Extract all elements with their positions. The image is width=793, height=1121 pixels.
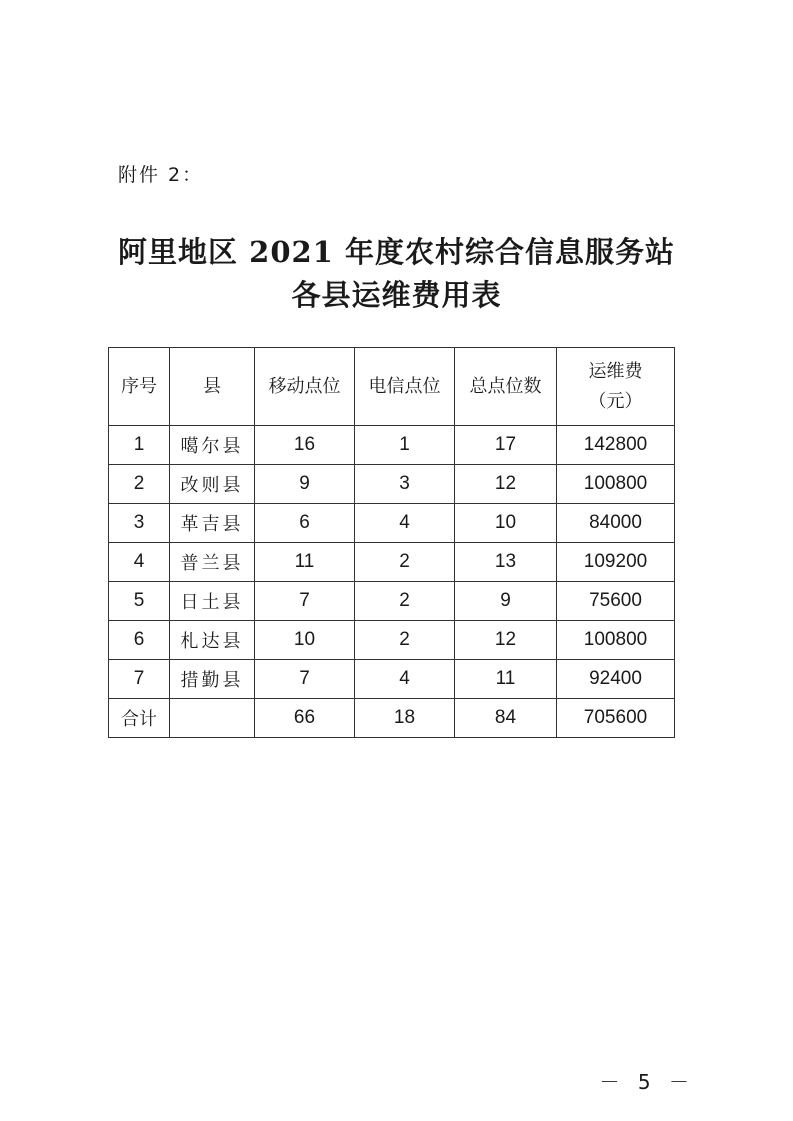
cell-total: 9 <box>455 582 557 621</box>
header-seq: 序号 <box>109 348 170 426</box>
cell-telecom: 4 <box>355 504 455 543</box>
cell-fee: 705600 <box>557 699 675 738</box>
cell-telecom: 18 <box>355 699 455 738</box>
header-mobile: 移动点位 <box>255 348 355 426</box>
cell-mobile: 10 <box>255 621 355 660</box>
cell-mobile: 7 <box>255 582 355 621</box>
cell-mobile: 11 <box>255 543 355 582</box>
header-county: 县 <box>170 348 255 426</box>
cell-fee: 142800 <box>557 426 675 465</box>
cell-total: 12 <box>455 465 557 504</box>
cell-county: 札达县 <box>170 621 255 660</box>
document-title-line-2: 各县运维费用表 <box>291 278 502 312</box>
table-row <box>109 426 675 465</box>
cell-telecom: 4 <box>355 660 455 699</box>
cell-total: 10 <box>455 504 557 543</box>
table-total-row <box>109 699 675 738</box>
table-row <box>109 660 675 699</box>
cell-fee: 84000 <box>557 504 675 543</box>
cell-mobile: 9 <box>255 465 355 504</box>
document-title-line-1: 阿里地区 2021 年度农村综合信息服务站 <box>118 235 675 269</box>
cell-seq: 3 <box>109 504 170 543</box>
cell-total: 84 <box>455 699 557 738</box>
cell-mobile: 16 <box>255 426 355 465</box>
cell-fee: 109200 <box>557 543 675 582</box>
cell-telecom: 2 <box>355 582 455 621</box>
header-fee-line1: 运维费 <box>588 360 643 382</box>
cell-county: 噶尔县 <box>170 426 255 465</box>
cell-fee: 92400 <box>557 660 675 699</box>
page-number: － 5 － <box>599 1070 695 1094</box>
attachment-label: 附件 2： <box>118 164 204 186</box>
cell-telecom: 1 <box>355 426 455 465</box>
cell-fee: 100800 <box>557 621 675 660</box>
table-row <box>109 621 675 660</box>
header-fee-line2: （元） <box>588 390 643 412</box>
cell-telecom: 2 <box>355 543 455 582</box>
cell-seq: 5 <box>109 582 170 621</box>
cell-seq: 1 <box>109 426 170 465</box>
header-telecom: 电信点位 <box>355 348 455 426</box>
cell-seq: 6 <box>109 621 170 660</box>
cell-telecom: 3 <box>355 465 455 504</box>
cell-seq: 4 <box>109 543 170 582</box>
cell-county <box>170 699 255 738</box>
cell-seq: 7 <box>109 660 170 699</box>
table-row <box>109 582 675 621</box>
cell-mobile: 7 <box>255 660 355 699</box>
cell-total: 11 <box>455 660 557 699</box>
header-fee <box>557 348 675 426</box>
cell-total-label: 合计 <box>109 699 170 738</box>
table-row <box>109 465 675 504</box>
header-total: 总点位数 <box>455 348 557 426</box>
cell-mobile: 66 <box>255 699 355 738</box>
fee-table <box>108 347 675 738</box>
cell-county: 革吉县 <box>170 504 255 543</box>
cell-county: 日土县 <box>170 582 255 621</box>
cell-total: 17 <box>455 426 557 465</box>
cell-county: 措勤县 <box>170 660 255 699</box>
cell-telecom: 2 <box>355 621 455 660</box>
cell-county: 改则县 <box>170 465 255 504</box>
table-row <box>109 504 675 543</box>
table-header-row <box>109 348 675 426</box>
cell-mobile: 6 <box>255 504 355 543</box>
cell-total: 12 <box>455 621 557 660</box>
cell-county: 普兰县 <box>170 543 255 582</box>
cell-fee: 100800 <box>557 465 675 504</box>
cell-seq: 2 <box>109 465 170 504</box>
cell-total: 13 <box>455 543 557 582</box>
table-row <box>109 543 675 582</box>
cell-fee: 75600 <box>557 582 675 621</box>
